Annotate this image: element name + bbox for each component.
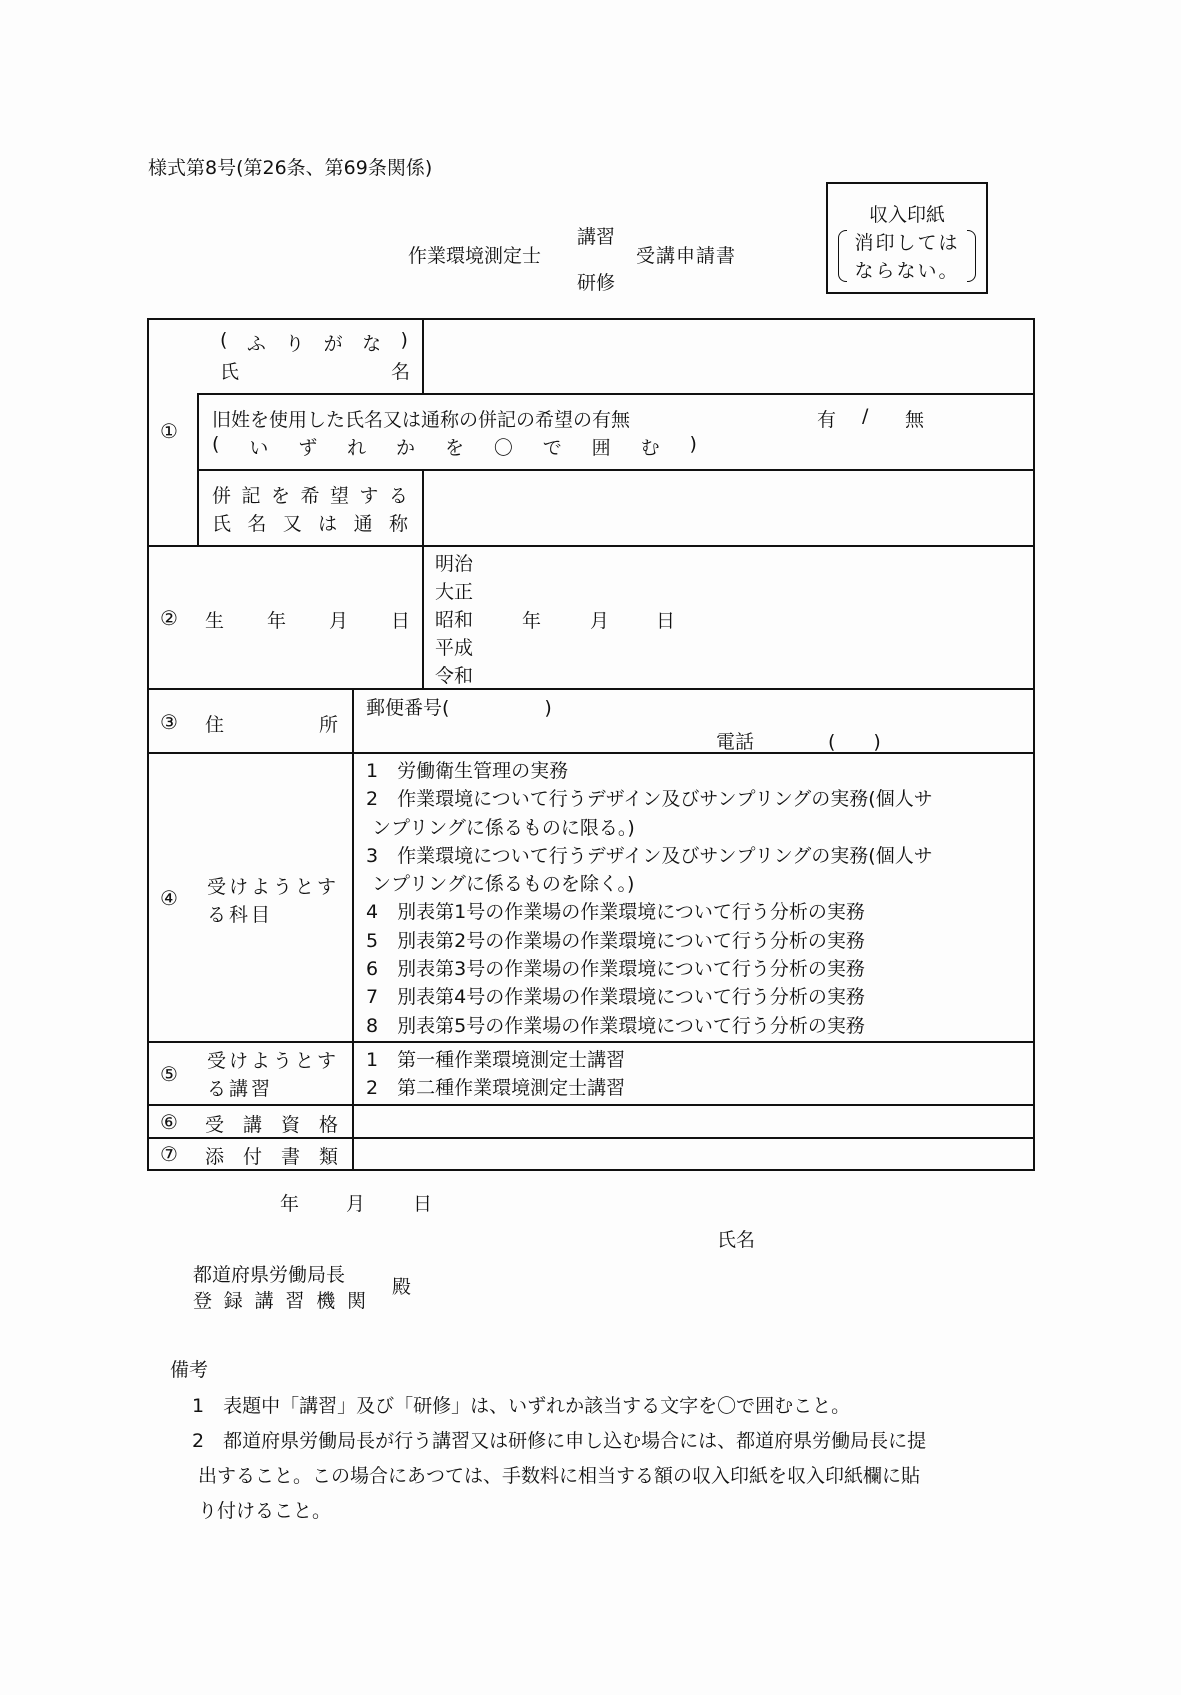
subject-item-1[interactable]: 1 労働衛生管理の実務 bbox=[366, 760, 569, 782]
row4-number: ④ bbox=[160, 886, 178, 910]
postal-code-field[interactable]: 郵便番号( ) bbox=[366, 697, 552, 719]
row2-number: ② bbox=[160, 606, 178, 630]
row7-number: ⑦ bbox=[160, 1142, 178, 1166]
subject-item-6[interactable]: 6 別表第3号の作業場の作業環境について行う分析の実務 bbox=[366, 958, 865, 981]
course-label-1: 受けようとす bbox=[207, 1050, 340, 1072]
subject-label-1: 受けようとす bbox=[207, 876, 340, 898]
phone-label: 電話 bbox=[716, 731, 755, 753]
subject-item-8[interactable]: 8 別表第5号の作業場の作業環境について行う分析の実務 bbox=[366, 1014, 865, 1037]
date-day-label: 日 bbox=[413, 1193, 433, 1215]
note-item-1: 1 表題中「講習」及び「研修」は、いずれか該当する文字を〇で囲むこと。 bbox=[192, 1395, 851, 1417]
notes-list bbox=[192, 1389, 926, 1529]
title-prefix: 作業環境測定士 bbox=[408, 245, 542, 267]
qualification-label: 受 講 資 格 bbox=[205, 1114, 338, 1136]
addressee-registered-institution[interactable]: 登 録 講 習 機 関 bbox=[193, 1290, 366, 1312]
row3-number: ③ bbox=[160, 710, 178, 734]
subject-item-3[interactable]: 3 作業環境について行うデザイン及びサンプリングの実務(個人サ ンプリングに係るものを除く。) bbox=[366, 844, 933, 896]
signature-label: 氏名 bbox=[717, 1229, 756, 1251]
choice-separator: / bbox=[862, 405, 869, 427]
course-list bbox=[366, 1046, 625, 1102]
name-field[interactable] bbox=[424, 320, 1032, 392]
subject-item-5[interactable]: 5 別表第2号の作業場の作業環境について行う分析の実務 bbox=[366, 929, 865, 952]
note-item-2: 2 都道府県労働局長が行う講習又は研修に申し込む場合には、都道府県労働局長に提 出すること。この場合にあつては、手数料に相当する額の収入印紙を収入印紙欄に貼 り付けること。 bbox=[192, 1430, 927, 1522]
era-reiwa[interactable]: 令和 bbox=[435, 665, 474, 687]
attachments-field[interactable] bbox=[354, 1139, 1032, 1169]
row6-number: ⑥ bbox=[160, 1110, 178, 1134]
era-showa[interactable]: 昭和 bbox=[435, 609, 474, 631]
form-number: 様式第8号(第26条、第69条関係) bbox=[148, 157, 433, 179]
phone-field[interactable]: ( ) bbox=[828, 731, 881, 753]
era-taisho[interactable]: 大正 bbox=[435, 581, 474, 603]
old-name-instruction: ( い ず れ か を 〇 で 囲 む ) bbox=[212, 433, 697, 459]
choice-yes[interactable]: 有 bbox=[817, 409, 837, 431]
right-bracket-icon bbox=[967, 230, 976, 282]
honorific: 殿 bbox=[392, 1276, 412, 1298]
row5-number: ⑤ bbox=[160, 1062, 178, 1086]
notes-heading: 備考 bbox=[170, 1359, 209, 1381]
left-bracket-icon bbox=[838, 230, 847, 282]
row1-number: ① bbox=[160, 419, 178, 443]
subject-item-2[interactable]: 2 作業環境について行うデザイン及びサンプリングの実務(個人サ ンプリングに係るものに限る。) bbox=[366, 788, 933, 839]
combined-name-label-2: 氏 名 又 は 通 称 bbox=[212, 513, 408, 535]
qualification-field[interactable] bbox=[354, 1106, 1032, 1137]
combined-name-field[interactable] bbox=[424, 471, 1032, 544]
addressee-labor-bureau[interactable]: 都道府県労働局長 bbox=[193, 1264, 346, 1286]
era-options bbox=[435, 550, 473, 690]
subject-list bbox=[366, 757, 933, 1040]
stamp-note-2: ならない。 bbox=[854, 260, 960, 282]
name-label: 氏 名 bbox=[220, 361, 410, 383]
birth-month-label: 月 bbox=[590, 610, 610, 632]
birth-day-label: 日 bbox=[656, 610, 676, 632]
era-heisei[interactable]: 平成 bbox=[435, 637, 474, 659]
date-month-label: 月 bbox=[346, 1193, 366, 1215]
subject-item-7[interactable]: 7 別表第4号の作業場の作業環境について行う分析の実務 bbox=[366, 986, 865, 1009]
address-label: 住 所 bbox=[205, 714, 338, 736]
stamp-note-1: 消印しては bbox=[854, 232, 960, 254]
course-label-2: る講習 bbox=[207, 1078, 274, 1100]
revenue-stamp-box bbox=[826, 182, 988, 294]
title-option-lecture[interactable]: 講習 bbox=[577, 226, 616, 248]
attachments-label: 添 付 書 類 bbox=[205, 1146, 338, 1168]
course-item-2[interactable]: 2 第二種作業環境測定士講習 bbox=[366, 1077, 626, 1099]
furigana-label: ( ふ り が な ) bbox=[220, 329, 408, 355]
title-suffix: 受講申請書 bbox=[636, 245, 737, 267]
date-year-label: 年 bbox=[280, 1193, 300, 1215]
subject-label-2: る科目 bbox=[207, 904, 274, 926]
title-option-training[interactable]: 研修 bbox=[577, 272, 616, 294]
era-meiji[interactable]: 明治 bbox=[435, 553, 474, 575]
birth-year-label: 年 bbox=[522, 610, 542, 632]
old-name-question: 旧姓を使用した氏名又は通称の併記の希望の有無 bbox=[212, 409, 631, 431]
subject-item-4[interactable]: 4 別表第1号の作業場の作業環境について行う分析の実務 bbox=[366, 901, 865, 924]
stamp-title: 収入印紙 bbox=[868, 204, 945, 226]
choice-no[interactable]: 無 bbox=[905, 409, 925, 431]
combined-name-label-1: 併 記 を 希 望 す る bbox=[212, 485, 408, 507]
course-item-1[interactable]: 1 第一種作業環境測定士講習 bbox=[366, 1049, 626, 1071]
birthdate-label: 生 年 月 日 bbox=[205, 610, 410, 632]
